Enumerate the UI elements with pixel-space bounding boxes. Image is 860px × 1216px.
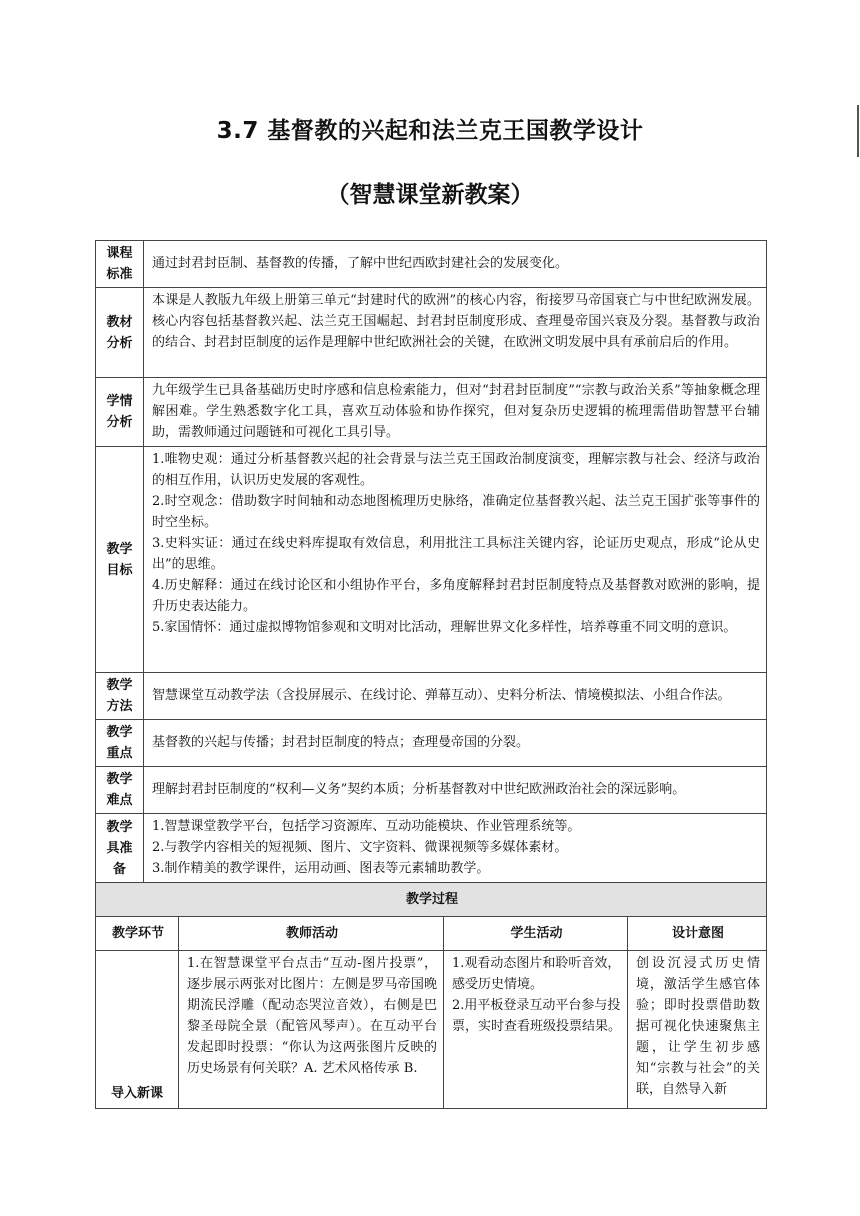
info-row [96, 288, 767, 378]
info-row-content [144, 447, 767, 673]
label-line: 教学 [106, 725, 133, 740]
content-line: 5.家国情怀：通过虚拟博物馆参观和文明对比活动，理解世界文化多样性，培养尊重不同文明的意识。 [152, 620, 737, 635]
info-row-label [96, 814, 144, 883]
label-line: 方法 [106, 699, 133, 714]
process-row [96, 951, 767, 1109]
info-row [96, 767, 767, 814]
content-line: 通过封君封臣制、基督教的传播，了解中世纪西欧封建社会的发展变化。 [152, 256, 569, 271]
label-line: 分析 [106, 415, 133, 430]
label-line: 教学 [106, 819, 133, 835]
info-row-label [96, 720, 144, 767]
label-line: 重点 [106, 746, 133, 761]
content-line: 2.与教学内容相关的短视频、图片、文字资料、微课视频等多媒体素材。 [152, 840, 568, 855]
page-edge-mark [857, 105, 859, 157]
info-row [96, 673, 767, 720]
process-section-body [96, 883, 767, 1109]
content-line: 九年级学生已具备基础历史时序感和信息检索能力，但对“封君封臣制度”“宗教与政治关系”等抽象概念理解困难。学生熟悉数字化工具，喜欢互动体验和协作探究，但对复杂历史逻辑的梳理需借助智慧平台辅助，需教师通过问题链和可视化工具引导。 [152, 383, 761, 440]
label-line: 学情 [106, 394, 133, 409]
design-intent-cell [628, 951, 767, 1109]
content-line: 基督教的兴起与传播；封君封臣制度的特点；查理曼帝国的分裂。 [152, 735, 530, 750]
label-line: 分析 [106, 335, 133, 351]
lesson-plan-table [95, 240, 767, 1109]
stage-cell: 导入新课 [96, 951, 179, 1109]
col-head-student: 学生活动 [444, 917, 628, 951]
info-row-label [96, 767, 144, 814]
process-header: 教学过程 [96, 883, 767, 917]
info-row-content [144, 767, 767, 814]
info-row-label [96, 378, 144, 447]
label-line: 课程 [106, 246, 133, 261]
student-activity-item: 2.用平板登录互动平台参与投票，实时查看班级投票结果。 [452, 998, 621, 1034]
teacher-activity-cell [179, 951, 444, 1109]
page-subtitle: （智慧课堂新教案） [326, 182, 534, 208]
label-line: 标准 [106, 267, 133, 282]
student-activity-cell [444, 951, 628, 1109]
info-row [96, 720, 767, 767]
col-head-intent: 设计意图 [628, 917, 767, 951]
info-row [96, 814, 767, 883]
info-row-content [144, 288, 767, 378]
content-line: 理解封君封臣制度的“权利—义务”契约本质；分析基督教对中世纪欧洲政治社会的深远影响。 [152, 782, 686, 797]
content-line: 2.时空观念：借助数字时间轴和动态地图梳理历史脉络，准确定位基督教兴起、法兰克王国扩张等事件的时空坐标。 [152, 494, 761, 530]
info-row [96, 241, 767, 288]
label-line: 教学 [106, 678, 133, 693]
content-line: 智慧课堂互动教学法（含投屏展示、在线讨论、弹幕互动）、史料分析法、情境模拟法、小组合作法。 [152, 688, 731, 703]
content-line: 1.智慧课堂教学平台，包括学习资源库、互动功能模块、作业管理系统等。 [152, 819, 581, 834]
content-line: 3.史料实证：通过在线史料库提取有效信息，利用批注工具标注关键内容，论证历史观点，形成“论从史出”的思维。 [152, 536, 761, 572]
info-section-body [96, 241, 767, 883]
teacher-activity-text: 1.在智慧课堂平台点击“互动-图片投票”，逐步展示两张对比图片：左侧是罗马帝国晚期流民浮雕（配动态哭泣音效），右侧是巴黎圣母院全景（配管风琴声）。在互动平台发起即时投票：“你认为这两张图片反映的历史场景有何关联？A. 艺术风格传承 B. [187, 956, 437, 1076]
col-head-teacher: 教师活动 [179, 917, 444, 951]
col-head-stage: 教学环节 [96, 917, 179, 951]
info-row-content [144, 720, 767, 767]
student-activity-item: 1.观看动态图片和聆听音效，感受历史情境。 [452, 956, 621, 992]
info-row-label [96, 447, 144, 673]
info-row [96, 378, 767, 447]
info-row-content [144, 814, 767, 883]
content-line: 3.制作精美的教学课件，运用动画、图表等元素辅助教学。 [152, 861, 490, 876]
label-line: 备 [112, 861, 126, 877]
label-line: 目标 [106, 562, 133, 578]
info-row-content [144, 378, 767, 447]
label-line: 教材 [106, 314, 133, 330]
info-row-label [96, 288, 144, 378]
page-title: 3.7 基督教的兴起和法兰克王国教学设计 [216, 118, 644, 144]
content-line: 1.唯物史观：通过分析基督教兴起的社会背景与法兰克王国政治制度演变，理解宗教与社会、经济与政治的相互作用，认识历史发展的客观性。 [152, 452, 761, 488]
info-row [96, 447, 767, 673]
info-row-label [96, 673, 144, 720]
label-line: 难点 [106, 793, 133, 808]
label-line: 具准 [106, 840, 133, 856]
label-line: 教学 [106, 772, 133, 787]
label-line: 教学 [106, 541, 133, 557]
content-line: 4.历史解释：通过在线讨论区和小组协作平台，多角度解释封君封臣制度特点及基督教对欧洲的影响，提升历史表达能力。 [152, 578, 761, 614]
info-row-content [144, 673, 767, 720]
info-row-content [144, 241, 767, 288]
design-intent-text: 创设沉浸式历史情境，激活学生感官体验；即时投票借助数据可视化快速聚焦主题，让学生初步感知“宗教与社会”的关联，自然导入新 [636, 956, 761, 1097]
content-line: 本课是人教版九年级上册第三单元“封建时代的欧洲”的核心内容，衔接罗马帝国衰亡与中世纪欧洲发展。核心内容包括基督教兴起、法兰克王国崛起、封君封臣制度形成、查理曼帝国兴衰及分裂。基督教与政治的结合、封君封臣制度的运作是理解中世纪欧洲社会的关键，在欧洲文明发展中具有承前启后的作用。 [152, 293, 761, 350]
info-row-label [96, 241, 144, 288]
